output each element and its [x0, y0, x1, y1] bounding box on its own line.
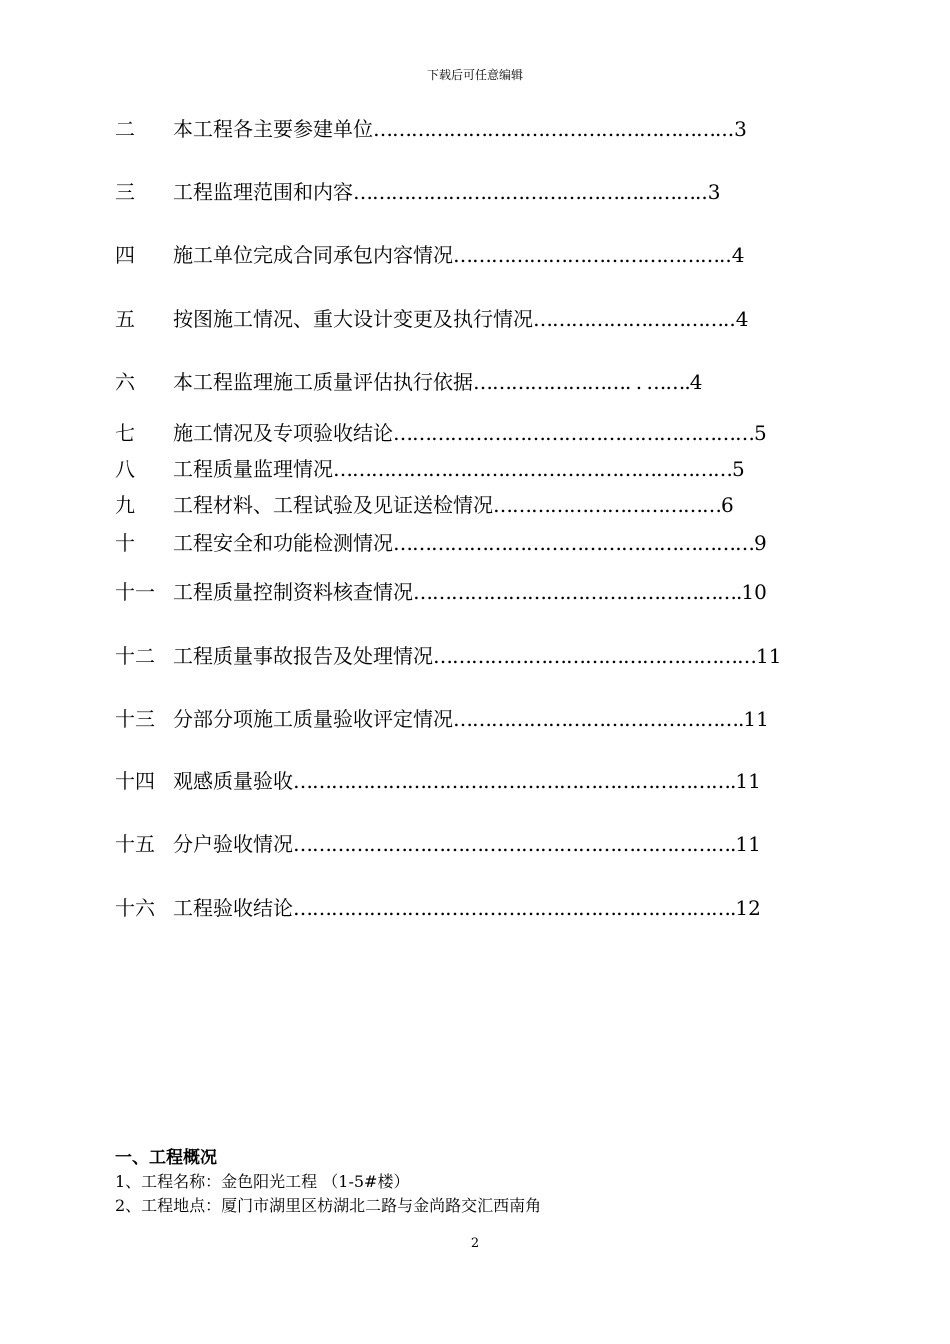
- toc-entry-dots: …………………………………………………………….: [293, 896, 736, 920]
- toc-entry-title: 观感质量验收: [173, 769, 293, 793]
- toc-entry-number: 五: [115, 307, 135, 331]
- toc-entry-page: 9: [754, 531, 767, 555]
- toc-entry-page: 5: [732, 457, 745, 481]
- toc-entry-dots: ……………………………………: [453, 243, 719, 267]
- toc-entry-dots: ……………………………………….: [453, 707, 744, 731]
- toc-entry-title: 分户验收情况: [173, 832, 293, 856]
- project-location-line: 2、工程地点：厦门市湖里区枋湖北二路与金尚路交汇西南角: [115, 1196, 542, 1215]
- toc-entry-dots: ………………………………: [493, 493, 721, 517]
- toc-entry-dots: …………………………………………………………….: [293, 832, 736, 856]
- toc-entry-title: 工程验收结论: [173, 896, 293, 920]
- toc-entry-number: 十四: [115, 769, 155, 793]
- toc-entry-dots: …………………………………………………: [393, 421, 754, 445]
- toc-entry-title: 工程质量控制资料核查情况: [173, 580, 413, 604]
- toc-entry[interactable]: [115, 454, 855, 484]
- toc-entry-dots: ………………………………………………………: [333, 457, 732, 481]
- toc-entry[interactable]: [115, 766, 855, 796]
- toc-entry-title: 施工情况及专项验收结论: [173, 421, 393, 445]
- toc-entry-number: 十五: [115, 832, 155, 856]
- toc-entry[interactable]: [115, 704, 855, 734]
- toc-entry-page: ..4: [723, 307, 749, 331]
- toc-entry-number: 七: [115, 421, 135, 445]
- toc-entry-page: ..3: [695, 180, 721, 204]
- toc-entry[interactable]: [115, 490, 855, 520]
- toc-entry-title: 分部分项施工质量验收评定情况: [173, 707, 453, 731]
- toc-entry-dots: …………………………………………….: [413, 580, 742, 604]
- header-note: 下载后可任意编辑: [426, 68, 523, 82]
- toc-entry-page: ..4: [719, 243, 745, 267]
- toc-entry-dots: …………………………: [533, 307, 723, 331]
- toc-entry-page: 5: [754, 421, 767, 445]
- toc-entry-page: 12: [735, 896, 761, 920]
- toc-entry-page: 6: [721, 493, 734, 517]
- toc-entry[interactable]: [115, 367, 855, 397]
- toc-entry-dots: …………………………………………………: [393, 531, 754, 555]
- toc-entry-title: 工程监理范围和内容: [173, 180, 353, 204]
- toc-entry-number: 六: [115, 370, 135, 394]
- toc-entry-number: 二: [115, 117, 135, 141]
- toc-entry[interactable]: [115, 528, 855, 558]
- toc-entry-page: 11: [735, 832, 761, 856]
- toc-entry-title: 工程材料、工程试验及见证送检情况: [173, 493, 493, 517]
- toc-entry[interactable]: [115, 829, 855, 859]
- toc-entry-number: 九: [115, 493, 135, 517]
- toc-entry-page: 4: [689, 370, 703, 394]
- toc-entry-dots: ……………………. . …….: [473, 370, 690, 394]
- toc-entry-number: 十一: [115, 580, 155, 604]
- toc-entry-number: 十三: [115, 707, 155, 731]
- toc-entry[interactable]: [115, 418, 855, 448]
- toc-entry-page: ...3: [715, 117, 747, 141]
- section-heading: 一、工程概况: [115, 1148, 217, 1168]
- toc-entry-number: 四: [115, 243, 135, 267]
- toc-entry-number: 三: [115, 180, 135, 204]
- toc-entry-title: 施工单位完成合同承包内容情况: [173, 243, 453, 267]
- toc-entry-number: 十六: [115, 896, 155, 920]
- toc-entry-dots: …………………………………………………………….: [293, 769, 736, 793]
- toc-entry[interactable]: [115, 177, 855, 207]
- toc-entry-number: 十二: [115, 644, 155, 668]
- toc-entry[interactable]: [115, 641, 855, 671]
- toc-entry[interactable]: [115, 114, 855, 144]
- toc-entry-title: 本工程各主要参建单位: [173, 117, 373, 141]
- toc-entry-number: 八: [115, 457, 135, 481]
- toc-entry-title: 本工程监理施工质量评估执行依据: [173, 370, 473, 394]
- project-name-line: 1、工程名称：金色阳光工程 （1-5#楼）: [115, 1172, 410, 1191]
- toc-entry-page: 11: [735, 769, 761, 793]
- toc-entry[interactable]: [115, 577, 855, 607]
- toc-entry-page: 10: [741, 580, 767, 604]
- toc-entry-title: 按图施工情况、重大设计变更及执行情况: [173, 307, 533, 331]
- toc-entry-page: 11: [743, 707, 769, 731]
- page-number: 2: [470, 1236, 480, 1251]
- toc-entry-title: 工程质量监理情况: [173, 457, 333, 481]
- toc-entry-dots: ………………………………………………: [373, 117, 715, 141]
- toc-entry-title: 工程安全和功能检测情况: [173, 531, 393, 555]
- toc-entry[interactable]: [115, 304, 855, 334]
- toc-entry[interactable]: [115, 240, 855, 270]
- toc-entry-page: 11: [756, 644, 782, 668]
- toc-entry-number: 十: [115, 531, 135, 555]
- toc-entry-dots: ……………………………………………: [433, 644, 756, 668]
- toc-entry-title: 工程质量事故报告及处理情况: [173, 644, 433, 668]
- toc-entry[interactable]: [115, 893, 855, 923]
- toc-entry-dots: ………………………………………………: [353, 180, 695, 204]
- project-overview-section: [115, 1146, 855, 1218]
